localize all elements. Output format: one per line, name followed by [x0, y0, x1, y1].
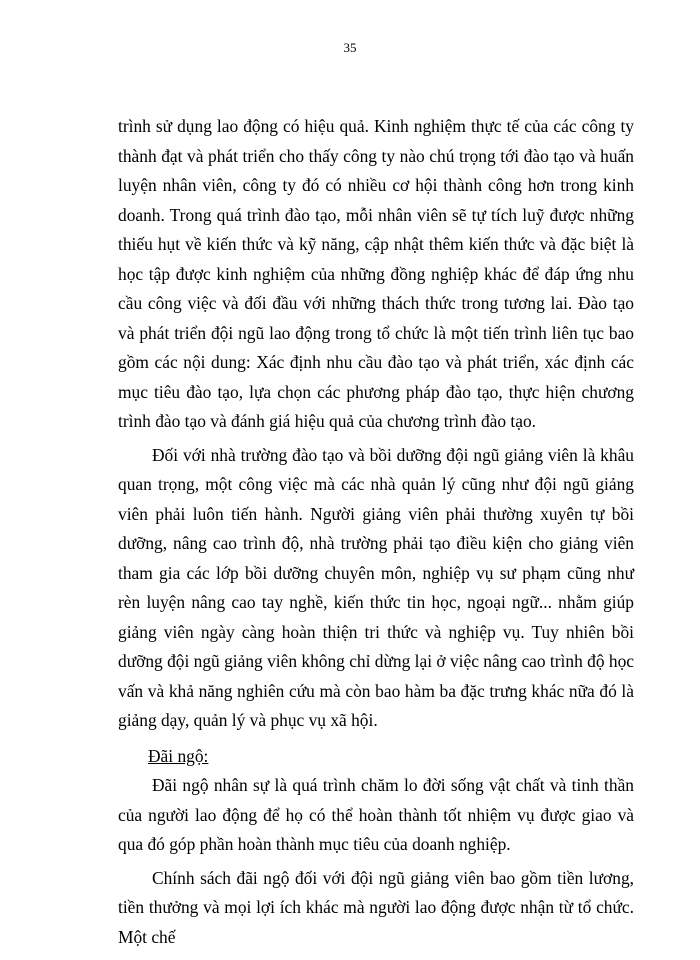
- paragraph-lecturer-development: Đối với nhà trường đào tạo và bồi dưỡng đội ngũ giảng viên là khâu quan trọng, một công việc mà các nhà quản lý cũng như đội ngũ giảng viên phải luôn tiến hành. Người giảng viên phải thường xuyên tự bồi dưỡng, nâng cao trình độ, nhà trường phải tạo điều kiện cho giảng viên tham gia các lớp bồi dưỡng chuyên môn, nghiệp vụ sư phạm cũng như rèn luyện nâng cao tay nghề, kiến thức tin học, ngoại ngữ... nhằm giúp giảng viên ngày càng hoàn thiện tri thức và nghiệp vụ. Tuy nhiên bồi dưỡng đội ngũ giảng viên không chỉ dừng lại ở việc nâng cao trình độ học vấn và khả năng nghiên cứu mà còn bao hàm ba đặc trưng khác nữa đó là giảng dạy, quản lý và phục vụ xã hội.: [118, 444, 634, 730]
- section-heading-compensation: Đãi ngộ:: [148, 745, 209, 766]
- page-number: 35: [343, 40, 357, 55]
- paragraph-compensation-policy: Chính sách đãi ngộ đối với đội ngũ giảng viên bao gồm tiền lương, tiền thưởng và mọi lợi ích khác mà người lao động được nhận từ tổ chức. Một chế: [118, 867, 634, 947]
- paragraph-compensation-definition: Đãi ngộ nhân sự là quá trình chăm lo đời sống vật chất và tinh thần của người lao động để họ có thể hoàn thành tốt nhiệm vụ được giao và qua đó góp phần hoàn thành mục tiêu của doanh nghiệp.: [118, 775, 634, 854]
- body-text: [118, 112, 634, 952]
- paragraph-training-process: trình sử dụng lao động có hiệu quả. Kinh nghiệm thực tế của các công ty thành đạt và phát triển cho thấy công ty nào chú trọng tới đào tạo và huấn luyện nhân viên, công ty đó có nhiều cơ hội thành công hơn trong kinh doanh. Trong quá trình đào tạo, mỗi nhân viên sẽ tự tích luỹ được những thiếu hụt về kiến thức và kỹ năng, cập nhật thêm kiến thức và đặc biệt là học tập được kinh nghiệm của những đồng nghiệp khác để đáp ứng nhu cầu công việc và đối đầu với những thách thức trong tương lai. Đào tạo và phát triển đội ngũ lao động trong tổ chức là một tiến trình liên tục bao gồm các nội dung: Xác định nhu cầu đào tạo và phát triển, xác định các mục tiêu đào tạo, lựa chọn các phương pháp đào tạo, thực hiện chương trình đào tạo và đánh giá hiệu quả của chương trình đào tạo.: [118, 116, 634, 431]
